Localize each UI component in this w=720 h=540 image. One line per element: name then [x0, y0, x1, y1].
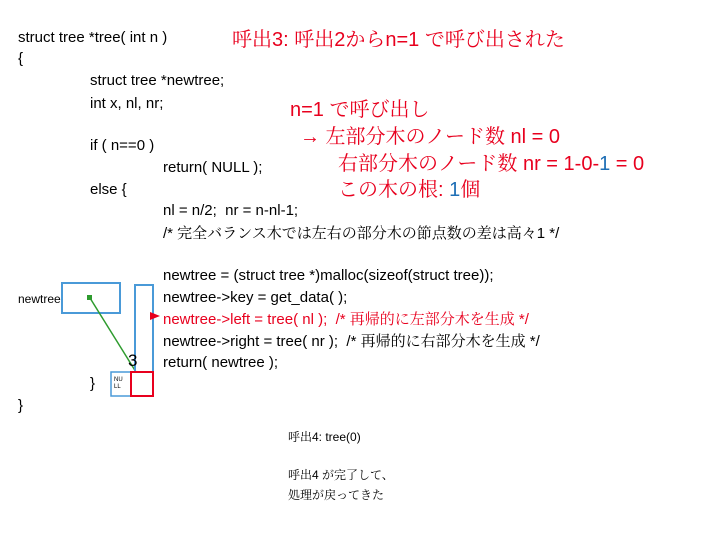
code-inner-close: } — [90, 375, 96, 392]
call4-label: 呼出4: tree(0) — [288, 430, 361, 444]
code-if: if ( n==0 ) — [90, 137, 155, 154]
done-line2: 処理が戻ってきた — [288, 488, 385, 502]
current-line-marker-icon — [150, 312, 160, 320]
code-right-call: newtree->right = tree( nr ); /* 再帰的に右部分木を生成 */ — [163, 333, 540, 350]
annotation-line4-count: 1 — [449, 179, 461, 201]
done-line1: 呼出4 が完了して、 — [288, 468, 394, 482]
annotation-line3-highlight: 1 — [599, 153, 611, 175]
code-malloc: newtree = (struct tree *)malloc(sizeof(struct tree)); — [163, 267, 494, 284]
annotation-line4-text: この木の根: — [338, 179, 450, 201]
newtree-label: newtree — [18, 292, 61, 306]
code-return-null: return( NULL ); — [163, 159, 263, 176]
code-open-brace: { — [18, 50, 24, 67]
node-left-null: NU LL — [114, 377, 123, 390]
code-return-newtree: return( newtree ); — [163, 354, 279, 371]
code-key: newtree->key = get_data( ); — [163, 289, 348, 306]
node-key-value: 3 — [128, 351, 138, 370]
code-comment-balance: /* 完全バランス木では左右の部分木の節点数の差は高々1 */ — [163, 225, 560, 242]
node-right-cell — [131, 372, 153, 396]
code-signature: struct tree *tree( int n ) — [18, 29, 168, 46]
annotation-line2: → 左部分木のノード数 nl = 0 — [300, 126, 560, 148]
annotation-line1: n=1 で呼び出し — [290, 99, 430, 121]
code-else: else { — [90, 181, 127, 198]
code-decl-vars: int x, nl, nr; — [90, 95, 164, 112]
code-calc: nl = n/2; nr = n-nl-1; — [163, 202, 299, 219]
annotation-title: 呼出3: 呼出2からn=1 で呼び出された — [232, 29, 565, 51]
code-decl-newtree: struct tree *newtree; — [90, 72, 225, 89]
annotation-line3-result: = 0 — [610, 153, 645, 175]
code-left-call: newtree->left = tree( nl ); /* 再帰的に左部分木を生成 */ — [163, 311, 529, 328]
node-key-cell — [135, 285, 153, 372]
code-outer-close: } — [18, 397, 24, 414]
annotation-line4-unit: 個 — [460, 179, 481, 201]
annotation-line3-text: 右部分木のノード数 nr = 1-0- — [338, 153, 600, 175]
